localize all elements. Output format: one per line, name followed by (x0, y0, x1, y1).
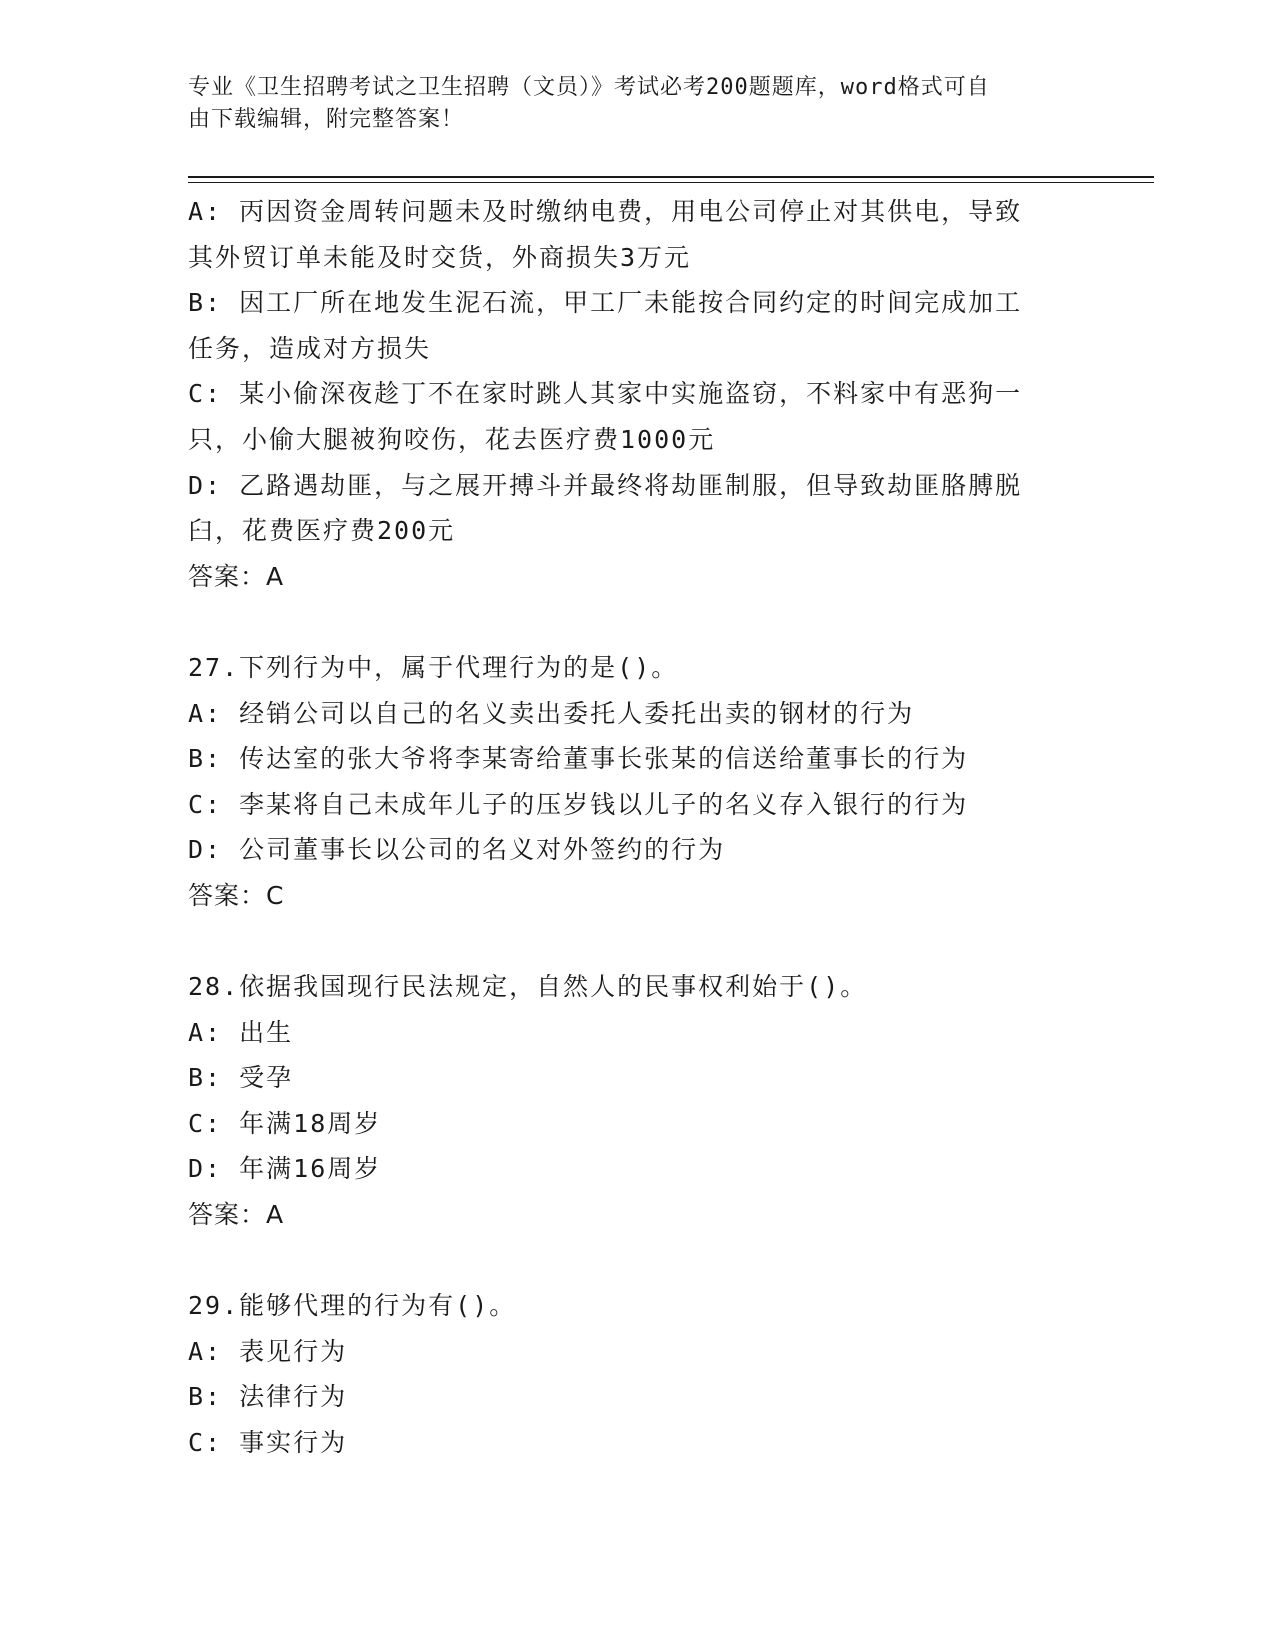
question-29 (188, 1283, 1088, 1465)
option-d: D: 年满16周岁 (188, 1154, 382, 1184)
option-a: A: 表见行为 (188, 1336, 348, 1366)
question-26-continued (188, 189, 1088, 599)
header-divider-thin (188, 182, 1154, 183)
option-b: B: 传达室的张大爷将李某寄给董事长张某的信送给董事长的行为 (188, 744, 969, 774)
option-c-line-2: 只，小偷大腿被狗咬伤，花去医疗费1000元 (188, 424, 716, 454)
option-c: C: 年满18周岁 (188, 1108, 382, 1138)
header-line-2: 由下载编辑，附完整答案！ (188, 107, 465, 132)
answer-label: 答案：A (188, 561, 285, 591)
question-28 (188, 964, 1088, 1238)
option-d-line-1: D: 乙路遇劫匪，与之展开搏斗并最终将劫匪制服，但导致劫匪胳膊脱 (188, 470, 1023, 500)
option-c: C: 事实行为 (188, 1428, 348, 1458)
option-a-line-1: A: 丙因资金周转问题未及时缴纳电费，用电公司停止对其供电，导致 (188, 197, 1023, 226)
spacer (188, 1238, 1088, 1284)
option-a: A: 出生 (188, 1017, 294, 1047)
option-b: B: 受孕 (188, 1063, 294, 1093)
option-c: C: 李某将自己未成年儿子的压岁钱以儿子的名义存入银行的行为 (188, 789, 969, 819)
option-a-line-2: 其外贸订单未能及时交货，外商损失3万元 (188, 242, 692, 272)
question-list (188, 189, 1088, 1466)
option-d-line-2: 臼，花费医疗费200元 (188, 516, 456, 546)
option-c-line-1: C: 某小偷深夜趁丁不在家时跳人其家中实施盗窃，不料家中有恶狗一 (188, 379, 1023, 409)
option-b-line-2: 任务，造成对方损失 (188, 333, 432, 363)
spacer (188, 919, 1088, 965)
option-b-line-1: B: 因工厂所在地发生泥石流，甲工厂未能按合同约定的时间完成加工 (188, 288, 1023, 318)
header-line-1: 专业《卫生招聘考试之卫生招聘（文员）》考试必考200题题库，word格式可自 (188, 75, 990, 100)
option-a: A: 经销公司以自己的名义卖出委托人委托出卖的钢材的行为 (188, 698, 915, 728)
spacer (188, 599, 1088, 645)
option-b: B: 法律行为 (188, 1382, 348, 1412)
option-d: D: 公司董事长以公司的名义对外签约的行为 (188, 835, 726, 865)
question-stem: 28.依据我国现行民法规定，自然人的民事权利始于()。 (188, 972, 868, 1002)
answer-label: 答案：C (188, 880, 285, 910)
header-divider-thick (188, 176, 1154, 178)
document-header (188, 72, 1068, 136)
question-stem: 29.能够代理的行为有()。 (188, 1291, 517, 1321)
question-27 (188, 645, 1088, 919)
answer-label: 答案：A (188, 1200, 285, 1230)
question-stem: 27.下列行为中，属于代理行为的是()。 (188, 652, 679, 682)
